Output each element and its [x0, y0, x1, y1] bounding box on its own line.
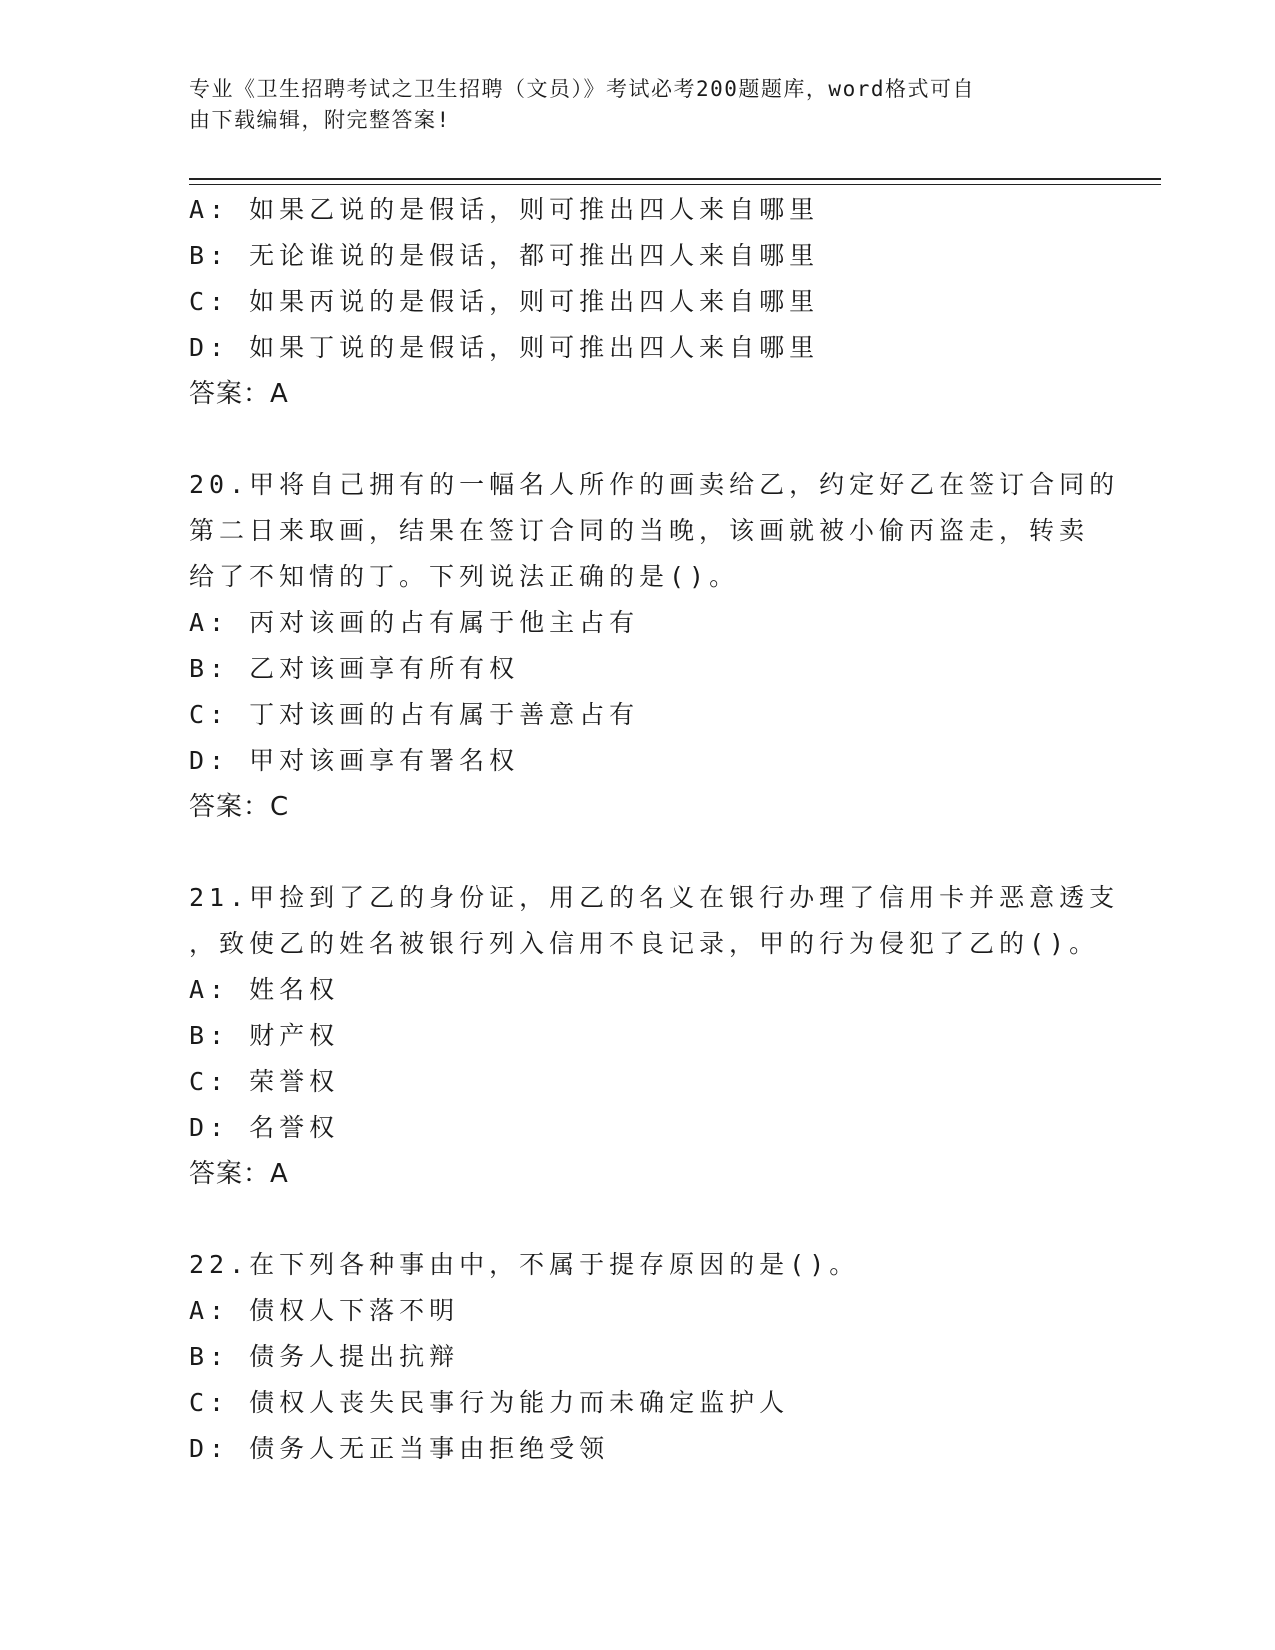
option-c: C: 荣誉权: [189, 1067, 340, 1096]
question-stem-line: 给了不知情的丁。下列说法正确的是()。: [189, 562, 740, 591]
spacer: [189, 1197, 1089, 1242]
answer: 答案：A: [189, 379, 289, 409]
option-c: C: 如果丙说的是假话，则可推出四人来自哪里: [189, 287, 820, 316]
option-d: D: 如果丁说的是假话，则可推出四人来自哪里: [189, 333, 820, 362]
question-21: [189, 875, 1120, 1197]
spacer: [189, 417, 1089, 462]
header-line-1: 专业《卫生招聘考试之卫生招聘（文员）》考试必考200题题库，word格式可自: [189, 77, 975, 101]
option-a: A: 债权人下落不明: [189, 1296, 460, 1325]
option-a: A: 丙对该画的占有属于他主占有: [189, 608, 640, 637]
question-list: [189, 187, 1120, 1472]
option-b: B: 财产权: [189, 1021, 340, 1050]
option-d: D: 名誉权: [189, 1113, 340, 1142]
question-stem-line: ，致使乙的姓名被银行列入信用不良记录，甲的行为侵犯了乙的()。: [189, 929, 1100, 958]
question-stem-line: 第二日来取画，结果在签订合同的当晚，该画就被小偷丙盗走，转卖: [189, 516, 1090, 545]
question-20: [189, 462, 1120, 830]
option-a: A: 姓名权: [189, 975, 340, 1004]
answer: 答案：A: [189, 1159, 289, 1189]
question-stem-line: 21.甲捡到了乙的身份证，用乙的名义在银行办理了信用卡并恶意透支: [189, 883, 1120, 912]
option-d: D: 债务人无正当事由拒绝受领: [189, 1434, 610, 1463]
option-b: B: 无论谁说的是假话，都可推出四人来自哪里: [189, 241, 820, 270]
document-header: [189, 74, 1089, 136]
option-a: A: 如果乙说的是假话，则可推出四人来自哪里: [189, 195, 820, 224]
header-divider-thin: [189, 184, 1161, 185]
option-c: C: 丁对该画的占有属于善意占有: [189, 700, 640, 729]
option-b: B: 债务人提出抗辩: [189, 1342, 460, 1371]
option-d: D: 甲对该画享有署名权: [189, 746, 520, 775]
question-stem-line: 20.甲将自己拥有的一幅名人所作的画卖给乙，约定好乙在签订合同的: [189, 470, 1120, 499]
question-22: [189, 1242, 1089, 1472]
option-c: C: 债权人丧失民事行为能力而未确定监护人: [189, 1388, 790, 1417]
question-19: [189, 187, 1089, 417]
question-stem-line: 22.在下列各种事由中，不属于提存原因的是()。: [189, 1250, 860, 1279]
option-b: B: 乙对该画享有所有权: [189, 654, 520, 683]
header-divider-thick: [189, 178, 1161, 180]
header-line-2: 由下载编辑，附完整答案!: [189, 108, 451, 132]
answer: 答案：C: [189, 792, 290, 822]
spacer: [189, 830, 1089, 875]
